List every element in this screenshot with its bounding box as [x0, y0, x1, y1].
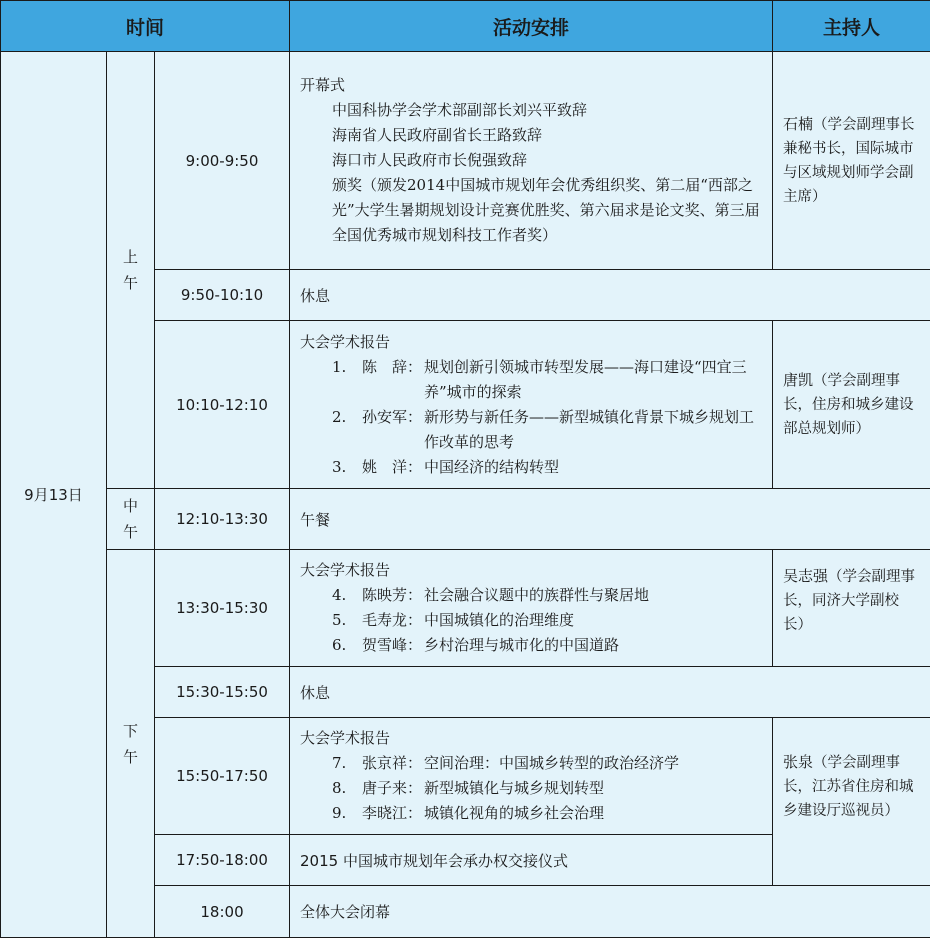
table-row — [1, 52, 930, 270]
speaker-name: 毛寿龙： — [362, 608, 424, 633]
report-title: 中国城镇化的治理维度 — [424, 608, 762, 633]
time-cell: 12:10-13:30 — [155, 489, 290, 550]
time-cell: 10:10-12:10 — [155, 321, 290, 489]
report-title: 中国经济的结构转型 — [424, 455, 762, 480]
report-item — [300, 633, 762, 658]
award-text: 颁奖（颁发2014中国城市规划年会优秀组织奖、第二届“西部之光”大学生暑期规划设计竞赛优胜奖、第六届求是论文奖、第三届全国优秀城市规划科技工作者奖） — [332, 173, 762, 248]
time-cell: 17:50-18:00 — [155, 835, 290, 886]
report-item — [300, 455, 762, 480]
item-number: 8. — [332, 776, 362, 801]
activity-award — [300, 173, 762, 248]
activity-cell — [290, 718, 773, 835]
speaker-name: 唐子来： — [362, 776, 424, 801]
report-title: 城镇化视角的城乡社会治理 — [424, 801, 762, 826]
period-noon-label: 中午 — [123, 493, 139, 545]
report-item — [300, 751, 762, 776]
item-number: 6. — [332, 633, 362, 658]
activity-cell: 休息 — [290, 667, 930, 718]
date-cell: 9月13日 — [1, 52, 107, 938]
report-title: 新形势与新任务——新型城镇化背景下城乡规划工作改革的思考 — [424, 405, 762, 455]
host-cell — [773, 550, 930, 667]
item-number: 9. — [332, 801, 362, 826]
item-number: 1. — [332, 355, 362, 405]
speaker-name: 贺雪峰： — [362, 633, 424, 658]
table-row — [1, 489, 930, 550]
activity-cell — [290, 52, 773, 270]
host-desc: （学会副理事长兼秘书长，国际城市与区域规划师学会副主席） — [783, 117, 915, 205]
item-number: 4. — [332, 583, 362, 608]
time-cell: 18:00 — [155, 886, 290, 938]
report-item — [300, 608, 762, 633]
header-row — [1, 1, 930, 52]
activity-cell: 休息 — [290, 270, 930, 321]
time-cell: 13:30-15:30 — [155, 550, 290, 667]
report-item — [300, 801, 762, 826]
time-cell: 15:50-17:50 — [155, 718, 290, 835]
host-desc: （学会副理事长，同济大学副校长） — [783, 569, 915, 633]
period-afternoon — [107, 550, 155, 938]
host-desc: （学会副理事长，住房和城乡建设部总规划师） — [783, 373, 914, 437]
report-item — [300, 355, 762, 405]
activity-head: 大会学术报告 — [300, 330, 762, 355]
activity-cell — [290, 550, 773, 667]
period-afternoon-label: 下午 — [123, 718, 139, 770]
activity-cell: 午餐 — [290, 489, 930, 550]
host-name: 吴志强 — [783, 567, 828, 585]
period-morning-label: 上午 — [123, 244, 139, 296]
report-item — [300, 583, 762, 608]
report-item — [300, 405, 762, 455]
activity-line: 海南省人民政府副省长王路致辞 — [300, 123, 762, 148]
speaker-name: 姚 洋： — [362, 455, 424, 480]
activity-head: 大会学术报告 — [300, 558, 762, 583]
host-cell — [773, 52, 930, 270]
period-morning — [107, 52, 155, 489]
header-activity: 活动安排 — [290, 1, 773, 52]
report-title: 社会融合议题中的族群性与聚居地 — [424, 583, 762, 608]
activity-line: 中国科协学会学术部副部长刘兴平致辞 — [300, 98, 762, 123]
activity-cell: 全体大会闭幕 — [290, 886, 930, 938]
time-cell: 9:00-9:50 — [155, 52, 290, 270]
report-item — [300, 776, 762, 801]
speaker-name: 李晓江： — [362, 801, 424, 826]
report-title: 空间治理：中国城乡转型的政治经济学 — [424, 751, 762, 776]
speaker-name: 张京祥： — [362, 751, 424, 776]
speaker-name: 陈映芳： — [362, 583, 424, 608]
speaker-name: 孙安军： — [362, 405, 424, 455]
report-title: 规划创新引领城市转型发展——海口建设“四宜三养”城市的探索 — [424, 355, 762, 405]
host-cell — [773, 718, 930, 886]
header-host: 主持人 — [773, 1, 930, 52]
speaker-name: 陈 辞： — [362, 355, 424, 405]
host-desc: （学会副理事长，江苏省住房和城乡建设厅巡视员） — [783, 755, 914, 819]
report-title: 新型城镇化与城乡规划转型 — [424, 776, 762, 801]
activity-head: 大会学术报告 — [300, 726, 762, 751]
activity-line: 海口市人民政府市长倪强致辞 — [300, 148, 762, 173]
table-row — [1, 550, 930, 667]
item-number: 7. — [332, 751, 362, 776]
activity-cell: 2015 中国城市规划年会承办权交接仪式 — [290, 835, 773, 886]
activity-head: 开幕式 — [300, 73, 762, 98]
host-name: 石楠 — [783, 115, 813, 133]
host-name: 唐凯 — [783, 371, 813, 389]
item-number: 5. — [332, 608, 362, 633]
header-time: 时间 — [1, 1, 290, 52]
activity-cell — [290, 321, 773, 489]
item-number: 3. — [332, 455, 362, 480]
item-number: 2. — [332, 405, 362, 455]
host-name: 张泉 — [783, 753, 813, 771]
time-cell: 9:50-10:10 — [155, 270, 290, 321]
report-title: 乡村治理与城市化的中国道路 — [424, 633, 762, 658]
period-noon — [107, 489, 155, 550]
host-cell — [773, 321, 930, 489]
time-cell: 15:30-15:50 — [155, 667, 290, 718]
